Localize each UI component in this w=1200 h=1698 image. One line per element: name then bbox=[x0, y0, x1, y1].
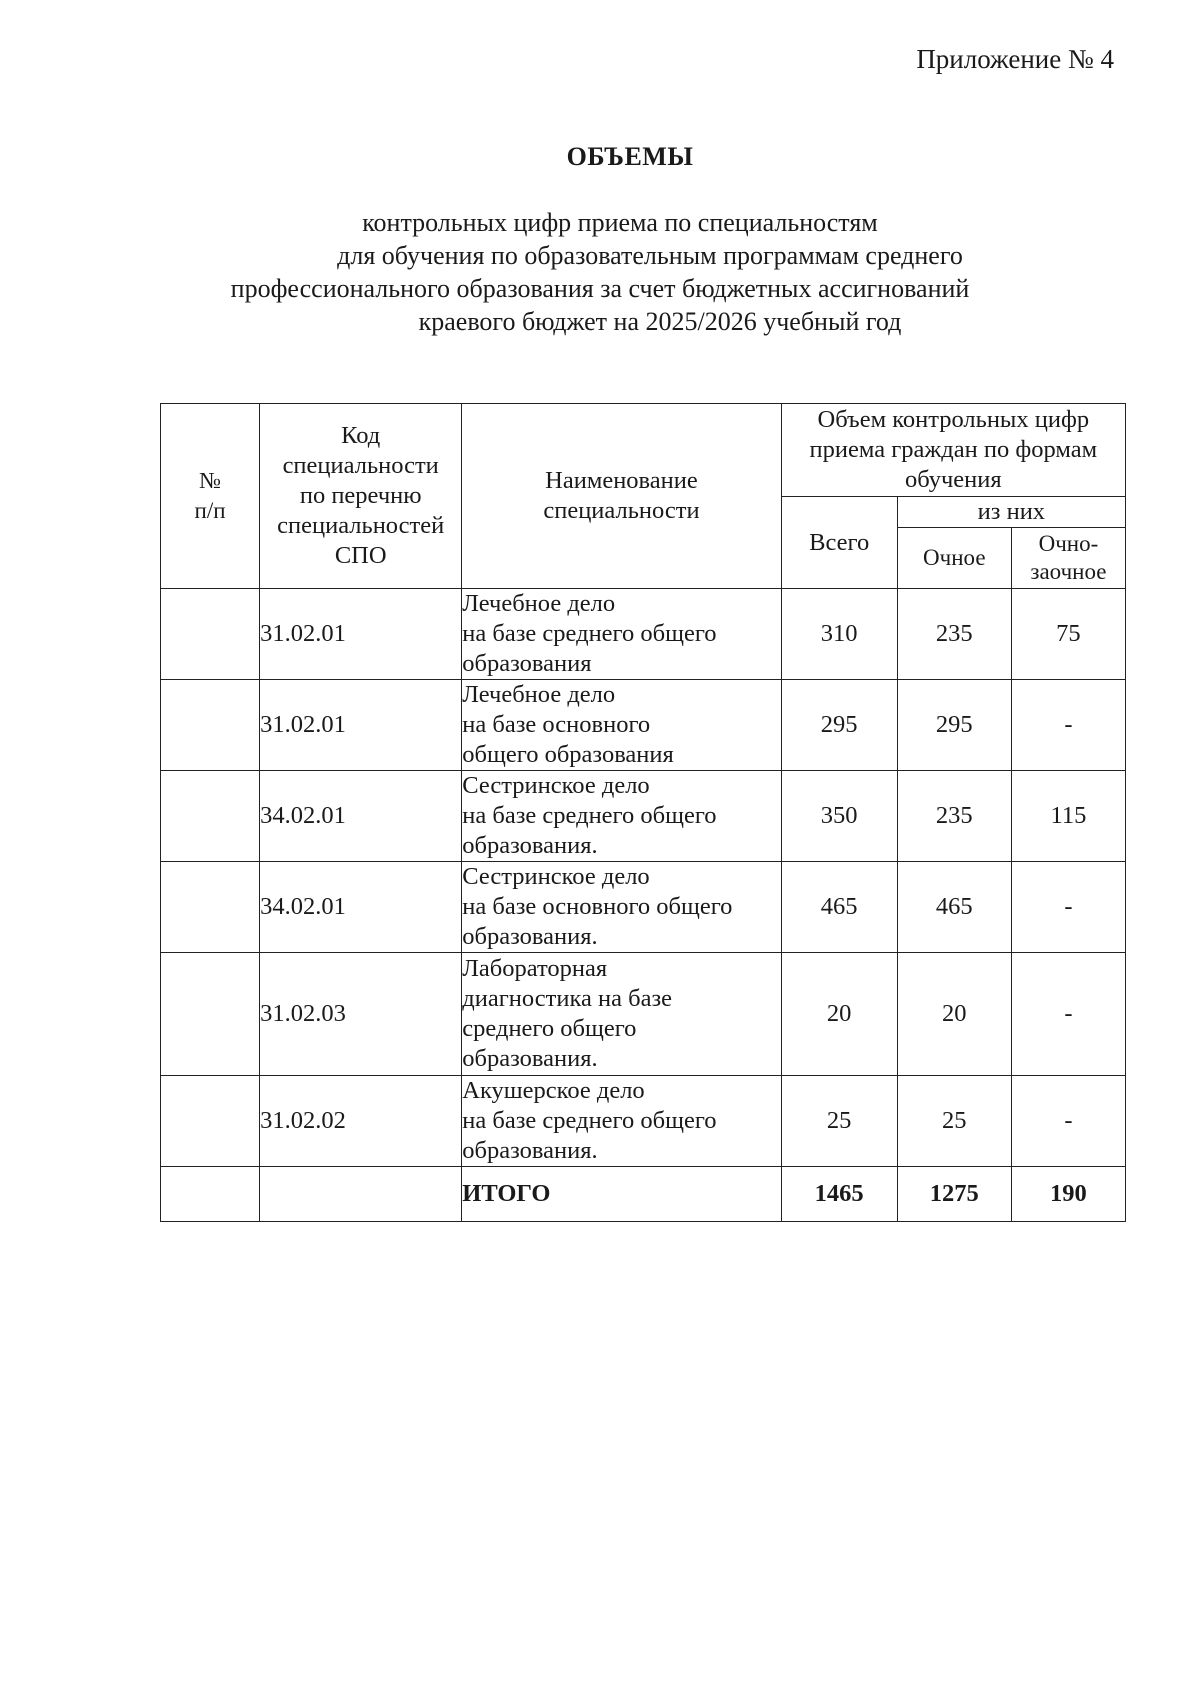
header-total: Всего bbox=[781, 497, 897, 589]
cell-name-line: образования bbox=[462, 650, 592, 677]
cell-name-line: Сестринское дело bbox=[462, 772, 650, 799]
cell-number bbox=[161, 771, 260, 862]
cell-part-time: 115 bbox=[1011, 771, 1125, 862]
cell-name bbox=[462, 589, 781, 680]
cell-code: 31.02.01 bbox=[260, 589, 462, 680]
cell-part-time: - bbox=[1011, 953, 1125, 1076]
cell-full-time: 295 bbox=[897, 680, 1011, 771]
header-full-time: Очное bbox=[897, 528, 1011, 589]
cell-code: 34.02.01 bbox=[260, 771, 462, 862]
subtitle-line: профессионального образования за счет бюджетных ассигнований bbox=[230, 274, 970, 303]
header-code-line: по перечню bbox=[299, 482, 422, 509]
cell-full-time: 25 bbox=[897, 1076, 1011, 1167]
table-row bbox=[161, 589, 1126, 680]
cell-number bbox=[161, 953, 260, 1076]
table-row bbox=[161, 771, 1126, 862]
cell-name-line: образования. bbox=[462, 1045, 598, 1072]
cell-name-line: образования. bbox=[462, 832, 598, 859]
document-subtitle bbox=[0, 206, 1200, 338]
header-code-line: Код bbox=[341, 422, 381, 449]
cell-total: 350 bbox=[781, 771, 897, 862]
table-row bbox=[161, 953, 1126, 1076]
cell-total: 25 bbox=[781, 1076, 897, 1167]
cell-name-line: образования. bbox=[462, 1137, 598, 1164]
header-volume-line: Объем контрольных цифр bbox=[817, 406, 1090, 433]
cell-name-line: на базе основного общего bbox=[462, 893, 733, 920]
subtitle-line: контрольных цифр приема по специальностям bbox=[362, 208, 878, 237]
cell-name bbox=[462, 771, 781, 862]
cell-name-line: Сестринское дело bbox=[462, 863, 650, 890]
header-name bbox=[462, 404, 781, 589]
cell-name-line: на базе основного bbox=[462, 711, 651, 738]
table-row bbox=[161, 680, 1126, 771]
cell-name-line: Лечебное дело bbox=[462, 681, 616, 708]
header-number-line: п/п bbox=[194, 498, 226, 523]
subtitle-line: для обучения по образовательным программам среднего bbox=[337, 241, 963, 270]
cell-full-time: 235 bbox=[897, 589, 1011, 680]
cell-full-time: 235 bbox=[897, 771, 1011, 862]
header-part-time-line: заочное bbox=[1030, 559, 1107, 584]
cell-total: 310 bbox=[781, 589, 897, 680]
cell-full-time: 20 bbox=[897, 953, 1011, 1076]
table-row bbox=[161, 862, 1126, 953]
cell-name-line: Лечебное дело bbox=[462, 590, 616, 617]
cell-name bbox=[462, 680, 781, 771]
header-volume bbox=[781, 404, 1125, 497]
header-number bbox=[161, 404, 260, 589]
cell-number bbox=[161, 589, 260, 680]
totals-full-time: 1275 bbox=[897, 1167, 1011, 1222]
cell-total: 465 bbox=[781, 862, 897, 953]
cell-part-time: - bbox=[1011, 1076, 1125, 1167]
cell-name-line: Акушерское дело bbox=[462, 1077, 645, 1104]
cell-name-line: на базе среднего общего bbox=[462, 620, 717, 647]
header-part-time-line: Очно- bbox=[1038, 531, 1099, 556]
cell-name-line: диагностика на базе bbox=[462, 985, 672, 1012]
cell-name-line: Лабораторная bbox=[462, 955, 608, 982]
header-part-time bbox=[1011, 528, 1125, 589]
totals-label: ИТОГО bbox=[462, 1167, 781, 1222]
cell-code: 31.02.03 bbox=[260, 953, 462, 1076]
totals-row bbox=[161, 1167, 1126, 1222]
cell-number bbox=[161, 680, 260, 771]
cell-number bbox=[161, 862, 260, 953]
cell-part-time: - bbox=[1011, 680, 1125, 771]
cell-total: 295 bbox=[781, 680, 897, 771]
totals-total: 1465 bbox=[781, 1167, 897, 1222]
header-name-line: специальности bbox=[543, 497, 700, 524]
header-volume-line: обучения bbox=[904, 466, 1002, 493]
cell-full-time: 465 bbox=[897, 862, 1011, 953]
header-volume-line: приема граждан по формам bbox=[809, 436, 1098, 463]
appendix-label: Приложение № 4 bbox=[916, 44, 1114, 74]
subtitle-line: краевого бюджет на 2025/2026 учебный год bbox=[418, 307, 902, 336]
cell-name bbox=[462, 953, 781, 1076]
document-title: ОБЪЕМЫ bbox=[566, 142, 694, 171]
cell-code: 31.02.02 bbox=[260, 1076, 462, 1167]
cell-part-time: - bbox=[1011, 862, 1125, 953]
cell-code: 34.02.01 bbox=[260, 862, 462, 953]
cell-name-line: на базе среднего общего bbox=[462, 1107, 717, 1134]
cell-name-line: общего образования bbox=[462, 741, 674, 768]
cell-name bbox=[462, 862, 781, 953]
header-code-line: специальности bbox=[282, 452, 439, 479]
cell-code bbox=[260, 1167, 462, 1222]
header-code-line: СПО bbox=[334, 542, 387, 569]
cell-number bbox=[161, 1076, 260, 1167]
cell-number bbox=[161, 1167, 260, 1222]
header-code bbox=[260, 404, 462, 589]
cell-name bbox=[462, 1076, 781, 1167]
cell-name-line: на базе среднего общего bbox=[462, 802, 717, 829]
cell-code: 31.02.01 bbox=[260, 680, 462, 771]
cell-name-line: образования. bbox=[462, 923, 598, 950]
cell-name-line: среднего общего bbox=[462, 1015, 637, 1042]
totals-part-time: 190 bbox=[1011, 1167, 1125, 1222]
admission-volumes-table bbox=[160, 403, 1126, 1222]
cell-part-time: 75 bbox=[1011, 589, 1125, 680]
cell-total: 20 bbox=[781, 953, 897, 1076]
header-of-them: из них bbox=[897, 497, 1125, 528]
header-number-line: № bbox=[199, 468, 222, 493]
header-code-line: специальностей bbox=[277, 512, 445, 539]
table-row bbox=[161, 1076, 1126, 1167]
header-name-line: Наименование bbox=[545, 467, 698, 494]
